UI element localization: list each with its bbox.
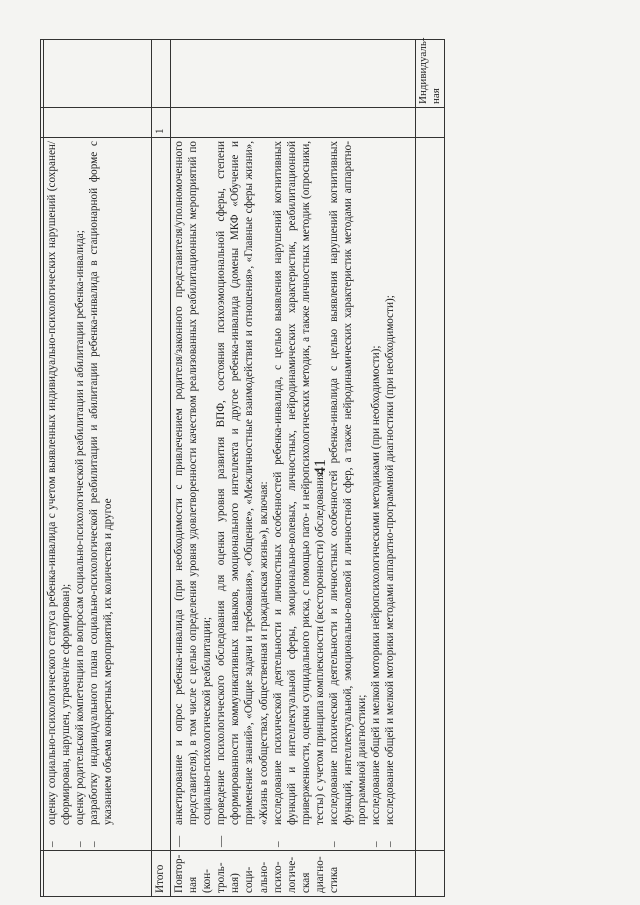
list-item: – оценку социально-психологического статуса ребенка-инвалида с учетом выявленных индивидуально-психологических нарушений (сохранен/сформирован, нарушен, утрачен/не сформирован); (46, 141, 73, 847)
list-item: — проведение психологического обследования для оценки уровня развития ВПФ, состояния психоэмоциональной сферы, степени сформированности коммуникативных навыков, эмоционального интеллекта и другое ребенка-инвалида (домены МКФ «Обучение и применение знаний», «Общие задачи и требования», «Общение», «Межличностные взаимодействия и отношения», «Главные сферы жизни», «Жизнь в сообществах, общественная и гражданская жизнь»), включая: (215, 141, 270, 847)
form-cell (171, 40, 416, 108)
list-item: – исследование психической деятельности и личностных особенностей ребенка-инвалида, с целью выявления нарушений когнитивных функций и интеллектуальной сферы, эмоционально-волевых, личностных, нейродинамических характеристик, реабилитационной приверженности, оценки суицидального риска, с помощью пато- и нейропсихологических методик, а также личностных методик (опросники, тесты) с учетом принципа комплексности (всесторонности) обследования; (271, 141, 326, 847)
table-row (171, 40, 416, 897)
list-item: – исследование психической деятельности и личностных особенностей ребенка-инвалида с целью выявления нарушений когнитивных функций, интеллектуальной, эмоционально-волевой и личностной сфер, а также нейродинамических характеристик методами аппаратно-программной диагностики; (328, 141, 369, 847)
content-cell (171, 138, 416, 851)
table-row (416, 40, 445, 897)
count-cell (44, 108, 152, 138)
rehabilitation-table (40, 39, 445, 897)
list-item: – оценку родительской компетенции по вопросам социально-психологической реабилитации и абилитации ребенка-инвалида; (74, 230, 87, 847)
table-row (152, 40, 171, 897)
count-cell (171, 108, 416, 138)
list-item: – исследование общей и мелкой моторики методами аппаратно-программной диагностики (при необходимости); (384, 295, 397, 847)
stage-cell: Повтор-ная (кон-троль-ная) соци-ально-психо-логиче-ская диагно-стика (171, 851, 416, 897)
form-cell-individual: Индивидуаль-ная (416, 40, 445, 108)
list-item: – разработку индивидуального плана социально-психологической реабилитации и абилитации ребенка-инвалида в стационарной форме с указанием объема конкретных мероприятий, их количества и другое (88, 141, 115, 847)
list-item: — анкетирование и опрос ребенка-инвалида (при необходимости с привлечением родителя/законного представителя/уполномоченного представителя), в том числе с целью определения уровня удовлетворенности качеством реализованных реабилитационных мероприятий по социально-психологической реабилитации; (173, 141, 214, 847)
content-cell (44, 138, 152, 851)
total-label: Итого (152, 851, 171, 897)
form-cell (44, 40, 152, 108)
stage-cell-empty (44, 851, 152, 897)
table-row (44, 40, 152, 897)
list-item: – исследование общей и мелкой моторики нейропсихологическими методиками (при необходимости); (370, 345, 383, 847)
total-count: 1 (152, 108, 171, 138)
page-number: 41 (312, 459, 329, 475)
